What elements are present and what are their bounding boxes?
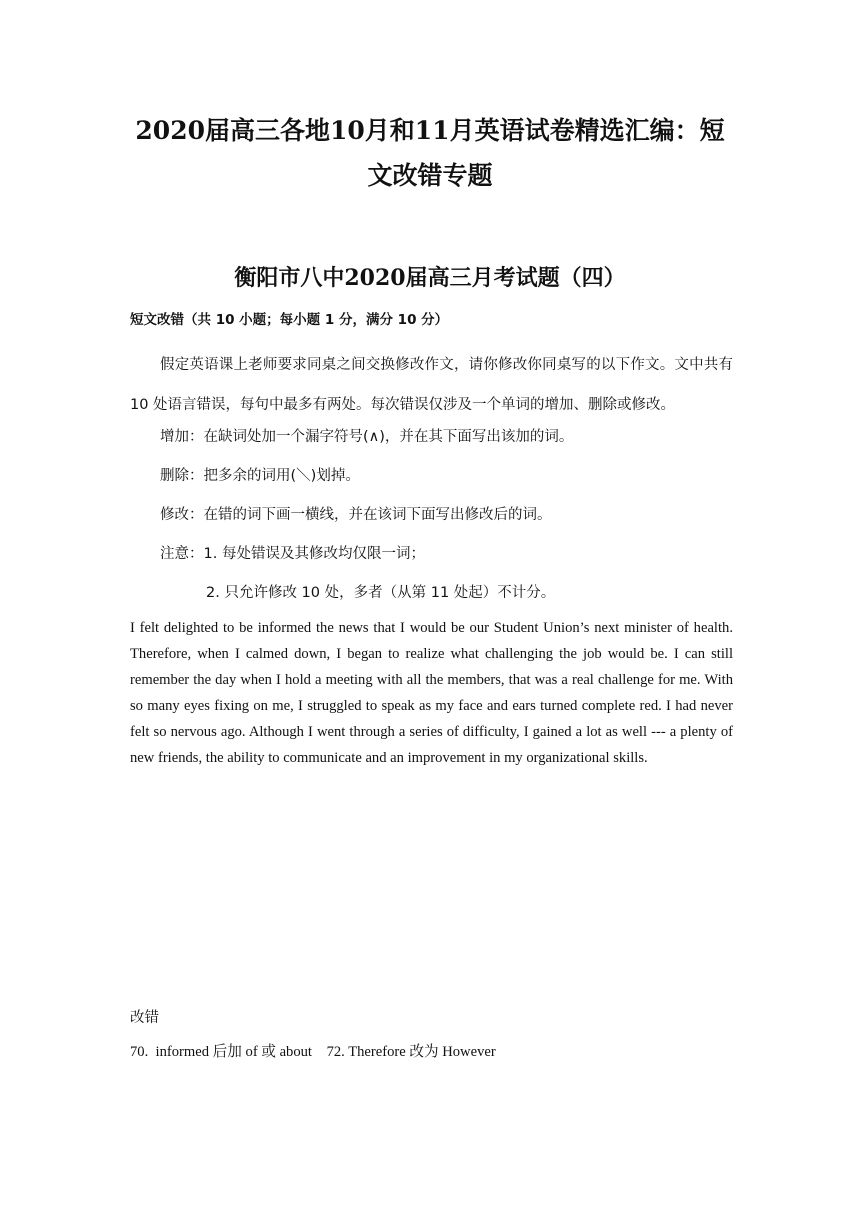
document-title-line-2: 文改错专题 [367,161,493,190]
answer-heading: 改错 [130,1010,159,1026]
document-title [100,108,760,198]
instruction-note-2: 2. 只允许修改 10 处，多者（从第 11 处起）不计分。 [206,585,556,601]
instruction-add: 增加：在缺词处加一个漏字符号(∧)，并在其下面写出该加的词。 [160,429,574,445]
answer-line: 70. informed 后加 of 或 about 72. Therefore 改为 However [130,1044,496,1060]
question-heading: 短文改错（共 10 小题；每小题 1 分，满分 10 分） [130,312,449,328]
exam-section-title: 衡阳市八中2020届高三月考试题（四） [234,265,626,291]
instruction-modify: 修改：在错的词下画一横线，并在该词下面写出修改后的词。 [160,507,552,523]
instruction-note-1: 注意：1. 每处错误及其修改均仅限一词； [160,546,425,562]
essay-passage: I felt delighted to be informed the news that I would be our Student Union’s next minister of health. Therefore, when I calmed down, I began to realize what challenging the job would be. I can still remember the day when I hold a meeting with all the members, that was a real challenge for me. With so many eyes fixing on me, I struggled to speak as my face and ears turned complete red. I had never felt so nervous ago. Although I went through a series of difficulty, I gained a lot as well --- a plenty of new friends, the ability to communicate and an improvement in my organizational skills. [130,620,733,766]
instructions-intro: 假定英语课上老师要求同桌之间交换修改作文，请你修改你同桌写的以下作文。文中共有 10 处语言错误，每句中最多有两处。每次错误仅涉及一个单词的增加、删除或修改。 [130,357,733,413]
document-title-line-1: 2020届高三各地10月和11月英语试卷精选汇编：短 [135,116,725,145]
instruction-delete: 删除：把多余的词用(＼)划掉。 [160,468,360,484]
